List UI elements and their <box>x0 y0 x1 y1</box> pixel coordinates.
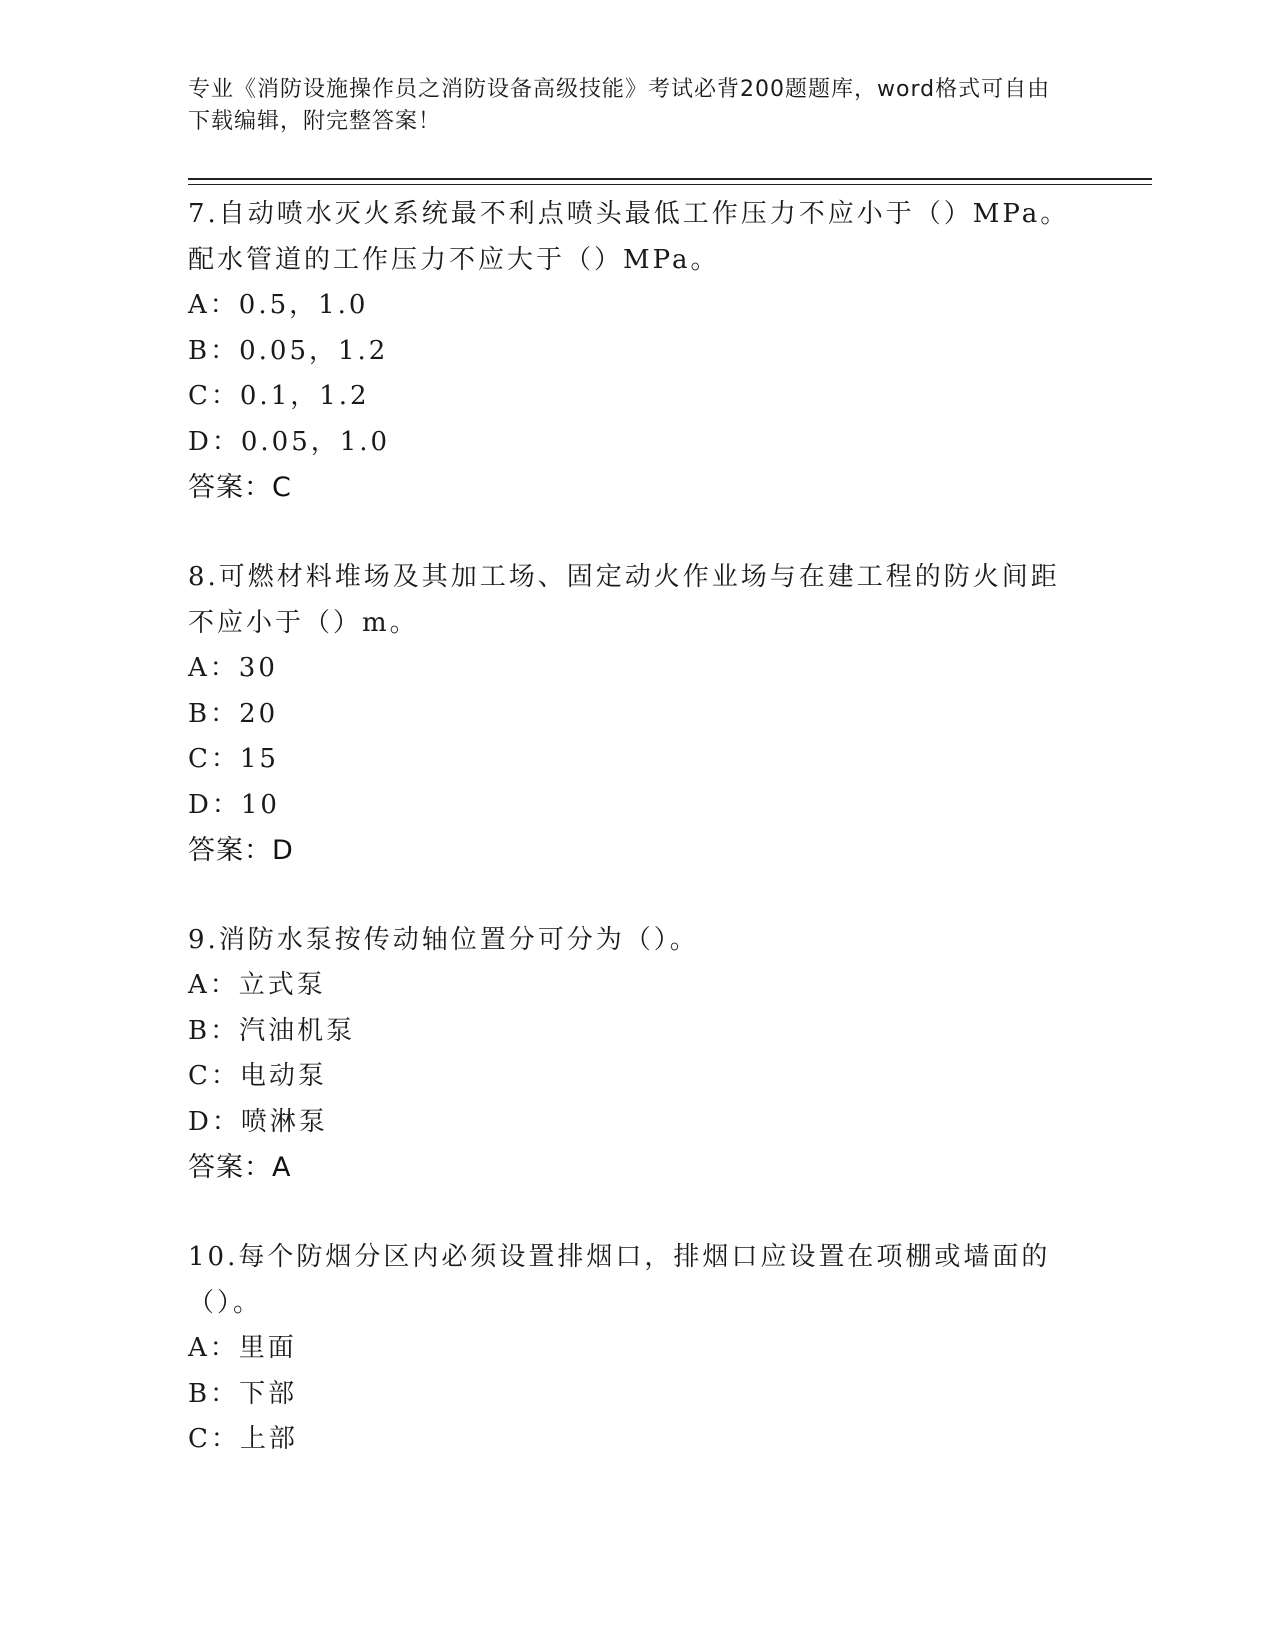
question-10 <box>188 1234 1088 1463</box>
question-stem: 9.消防水泵按传动轴位置分可分为（）。 <box>188 925 699 955</box>
option-d: D：10 <box>188 789 280 820</box>
question-9 <box>188 917 1088 1190</box>
option-a: A：立式泵 <box>188 970 326 1000</box>
option-b: B：汽油机泵 <box>188 1015 356 1046</box>
document-header: 专业《消防设施操作员之消防设备高级技能》考试必背200题题库，word格式可自由下载编辑，附完整答案！ <box>188 77 1051 134</box>
question-8 <box>188 554 1088 873</box>
question-list <box>188 191 1088 1507</box>
option-d: D：喷淋泵 <box>188 1106 328 1137</box>
option-b: B：下部 <box>188 1378 298 1409</box>
header-divider-thick <box>188 178 1152 180</box>
answer-line: 答案：D <box>188 835 294 866</box>
question-stem: 8.可燃材料堆场及其加工场、固定动火作业场与在建工程的防火间距不应小于（）m。 <box>188 562 1060 638</box>
option-c: C：15 <box>188 744 279 774</box>
option-c: C：上部 <box>188 1424 298 1454</box>
option-b: B：20 <box>188 698 279 729</box>
answer-line: 答案：A <box>188 1152 292 1183</box>
option-c: C：0.1，1.2 <box>188 381 370 411</box>
option-a: A：30 <box>188 653 278 683</box>
question-stem: 10.每个防烟分区内必须设置排烟口，排烟口应设置在项棚或墙面的（）。 <box>188 1242 1051 1318</box>
header-divider-thin <box>188 184 1152 185</box>
option-a: A：0.5，1.0 <box>188 290 369 320</box>
question-stem: 7.自动喷水灭火系统最不利点喷头最低工作压力不应小于（）MPa。配水管道的工作压力不应大于（）MPa。 <box>188 199 1070 275</box>
question-7 <box>188 191 1088 510</box>
option-a: A：里面 <box>188 1333 297 1363</box>
option-c: C：电动泵 <box>188 1061 327 1091</box>
option-d: D：0.05，1.0 <box>188 426 391 457</box>
option-b: B：0.05，1.2 <box>188 335 389 366</box>
answer-line: 答案：C <box>188 472 292 503</box>
